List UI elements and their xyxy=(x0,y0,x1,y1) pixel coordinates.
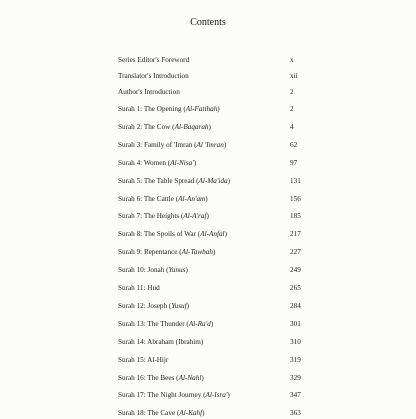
toc-entry xyxy=(118,71,306,82)
toc-entry xyxy=(118,194,306,205)
toc-entry-title-close: ) xyxy=(217,105,220,113)
toc-entry-arabic-name: Al-Baqarah xyxy=(174,122,209,131)
toc-entry xyxy=(118,390,306,401)
toc-entry-title xyxy=(118,211,209,222)
toc-entry xyxy=(118,373,306,384)
toc-entry xyxy=(118,211,306,222)
toc-entry-page-number: 156 xyxy=(290,194,301,203)
toc-entry xyxy=(118,408,306,419)
toc-entry-page-number: 4 xyxy=(290,122,294,131)
toc-entry-page-number: 217 xyxy=(290,230,301,239)
toc-entry-title xyxy=(118,55,189,66)
toc-entry-page-number: 284 xyxy=(290,301,301,310)
toc-entry-title xyxy=(118,373,204,384)
toc-entry-arabic-name: Al-Fatihah xyxy=(185,105,218,113)
toc-entry-title xyxy=(118,319,213,330)
toc-entry-arabic-name: Al-Kahf xyxy=(179,409,203,418)
toc-entry-arabic-name: Al 'Imran xyxy=(196,140,224,149)
toc-entry xyxy=(118,337,306,348)
toc-entry-title-text: Surah 17: The Night Journey ( xyxy=(118,391,206,400)
toc-entry-title-text: Surah 16: The Bees ( xyxy=(118,373,179,382)
toc-entry xyxy=(118,301,306,312)
toc-entry xyxy=(118,319,306,330)
toc-entry-title xyxy=(118,158,196,169)
toc-entry-title-text: Surah 3: Family of 'Imran ( xyxy=(118,140,197,149)
toc-entry xyxy=(118,158,306,169)
toc-entry-title xyxy=(118,265,188,276)
toc-entry-page-number: 329 xyxy=(290,373,301,382)
toc-entry-title-close: ) xyxy=(224,230,227,239)
toc-entry-title xyxy=(118,194,208,205)
toc-entry-title-close: ) xyxy=(186,301,190,310)
toc-entry-title-text: Surah 9: Repentance ( xyxy=(118,248,182,257)
toc-entry-title-text: Surah 4: Women ( xyxy=(118,158,171,167)
toc-entry-title-text: Surah 2: The Cow ( xyxy=(118,122,175,131)
toc-entry-title-close: ) xyxy=(205,194,208,203)
toc-entry-title xyxy=(118,87,180,98)
toc-entry-title-text: Surah 5: The Table Spread ( xyxy=(118,176,199,185)
toc-entry-title xyxy=(118,390,230,401)
toc-entry-title-text: Surah 10: Jonah ( xyxy=(118,266,169,275)
toc-entry-arabic-name: Al-Nisa' xyxy=(170,158,194,167)
toc-entry-arabic-name: Al-An'am xyxy=(178,194,206,203)
toc-entry xyxy=(118,87,306,98)
toc-entry-title-close: ) xyxy=(212,248,216,257)
toc-entry-title xyxy=(118,140,226,151)
toc-entry-page-number: 347 xyxy=(290,391,301,400)
toc-entry-title-text: Surah 8: The Spoils of War ( xyxy=(118,230,201,239)
toc-entry-title xyxy=(118,104,220,115)
toc-entry-title xyxy=(118,122,211,133)
toc-entry-title-text: Series Editor's Foreword xyxy=(118,56,190,64)
toc-entry-title xyxy=(118,301,189,312)
toc-entry-title-text: Surah 11: Hud xyxy=(118,284,160,292)
toc-entry xyxy=(118,265,306,276)
toc-entry-title-text: Surah 14: Abraham (Ibrahim) xyxy=(118,337,204,346)
toc-entry xyxy=(118,283,306,294)
toc-entry-page-number: 227 xyxy=(290,248,301,257)
toc-entry xyxy=(118,247,306,258)
toc-entry-title xyxy=(118,283,160,294)
toc-entry xyxy=(118,355,306,366)
toc-entry-page-number: 2 xyxy=(290,88,294,96)
toc-entry-title-text: Surah 6: The Cattle ( xyxy=(118,194,179,203)
toc-entry-arabic-name: Yusuf xyxy=(171,301,187,310)
toc-entry xyxy=(118,122,306,133)
toc-entry xyxy=(118,55,306,66)
toc-entry-title xyxy=(118,408,205,419)
toc-entry-page-number: 310 xyxy=(290,337,301,346)
toc-entry-arabic-name: Al-Ma'ida xyxy=(198,176,228,185)
toc-entry-title-text: Author's Introduction xyxy=(118,88,180,96)
toc-entry-title-close: ) xyxy=(210,319,214,328)
toc-entry-arabic-name: Al-Isra' xyxy=(205,391,228,400)
toc-entry-title xyxy=(118,176,230,187)
toc-entry-page-number: 319 xyxy=(290,355,301,364)
toc-entry-page-number: 131 xyxy=(290,176,301,185)
toc-entry-title-close: ) xyxy=(208,122,211,131)
toc-entry-page-number: 363 xyxy=(290,409,301,418)
toc-entry-page-number: 185 xyxy=(290,212,301,221)
page-title: Contents xyxy=(190,17,226,28)
toc-entry-title-close: ) xyxy=(227,176,230,185)
toc-entry xyxy=(118,140,306,151)
toc-entry-title-text: Surah 1: The Opening ( xyxy=(118,105,186,113)
toc-entry-arabic-name: Al-Nahl xyxy=(178,373,202,382)
toc-entry-title-text: Surah 18: The Cave ( xyxy=(118,409,180,418)
toc-entry-title xyxy=(118,229,227,240)
toc-entry xyxy=(118,104,306,115)
toc-entry-page-number: 62 xyxy=(290,140,298,149)
toc-entry-page-number: 2 xyxy=(290,105,294,113)
toc-entry-title-text: Surah 12: Joseph ( xyxy=(118,301,172,310)
toc-entry-page-number: 265 xyxy=(290,284,301,292)
toc-entry-title xyxy=(118,247,215,258)
toc-entry-page-number: 97 xyxy=(290,158,298,167)
toc-entry-title-close: ) xyxy=(201,373,204,382)
toc-entry-title-close: ) xyxy=(202,409,205,418)
toc-entry xyxy=(118,229,306,240)
toc-entry xyxy=(118,176,306,187)
toc-entry-title-text: Surah 7: The Heights ( xyxy=(118,212,184,221)
toc-entry-title-text: Surah 15: Al-Hijr xyxy=(118,355,169,364)
toc-entry-arabic-name: Al-Anfal xyxy=(200,230,225,239)
toc-entry-title-text: Surah 13: The Thunder ( xyxy=(118,319,189,328)
toc-entry-title-close: ) xyxy=(185,266,188,275)
toc-entry-arabic-name: Yunus xyxy=(168,266,186,275)
toc-entry-arabic-name: Al-A'raf xyxy=(183,212,207,221)
toc-entry-arabic-name: Al-Ra'd xyxy=(188,319,211,328)
toc-entry-title-text: Translator's Introduction xyxy=(118,72,189,80)
toc-entry-title-close: ) xyxy=(193,158,197,167)
toc-entry-page-number: 301 xyxy=(290,319,301,328)
toc-entry-page-number: x xyxy=(290,56,294,64)
toc-entry-page-number: xii xyxy=(290,72,298,80)
toc-entry-title xyxy=(118,71,189,82)
toc-entry-page-number: 249 xyxy=(290,266,301,275)
toc-entry-title-close: ) xyxy=(223,140,227,149)
toc-entry-arabic-name: Al-Tawbah xyxy=(181,248,213,257)
toc-entry-title-close: ) xyxy=(206,212,209,221)
toc-entry-title xyxy=(118,355,168,366)
toc-entry-title xyxy=(118,337,203,348)
toc-entry-title-close: ) xyxy=(227,391,230,400)
